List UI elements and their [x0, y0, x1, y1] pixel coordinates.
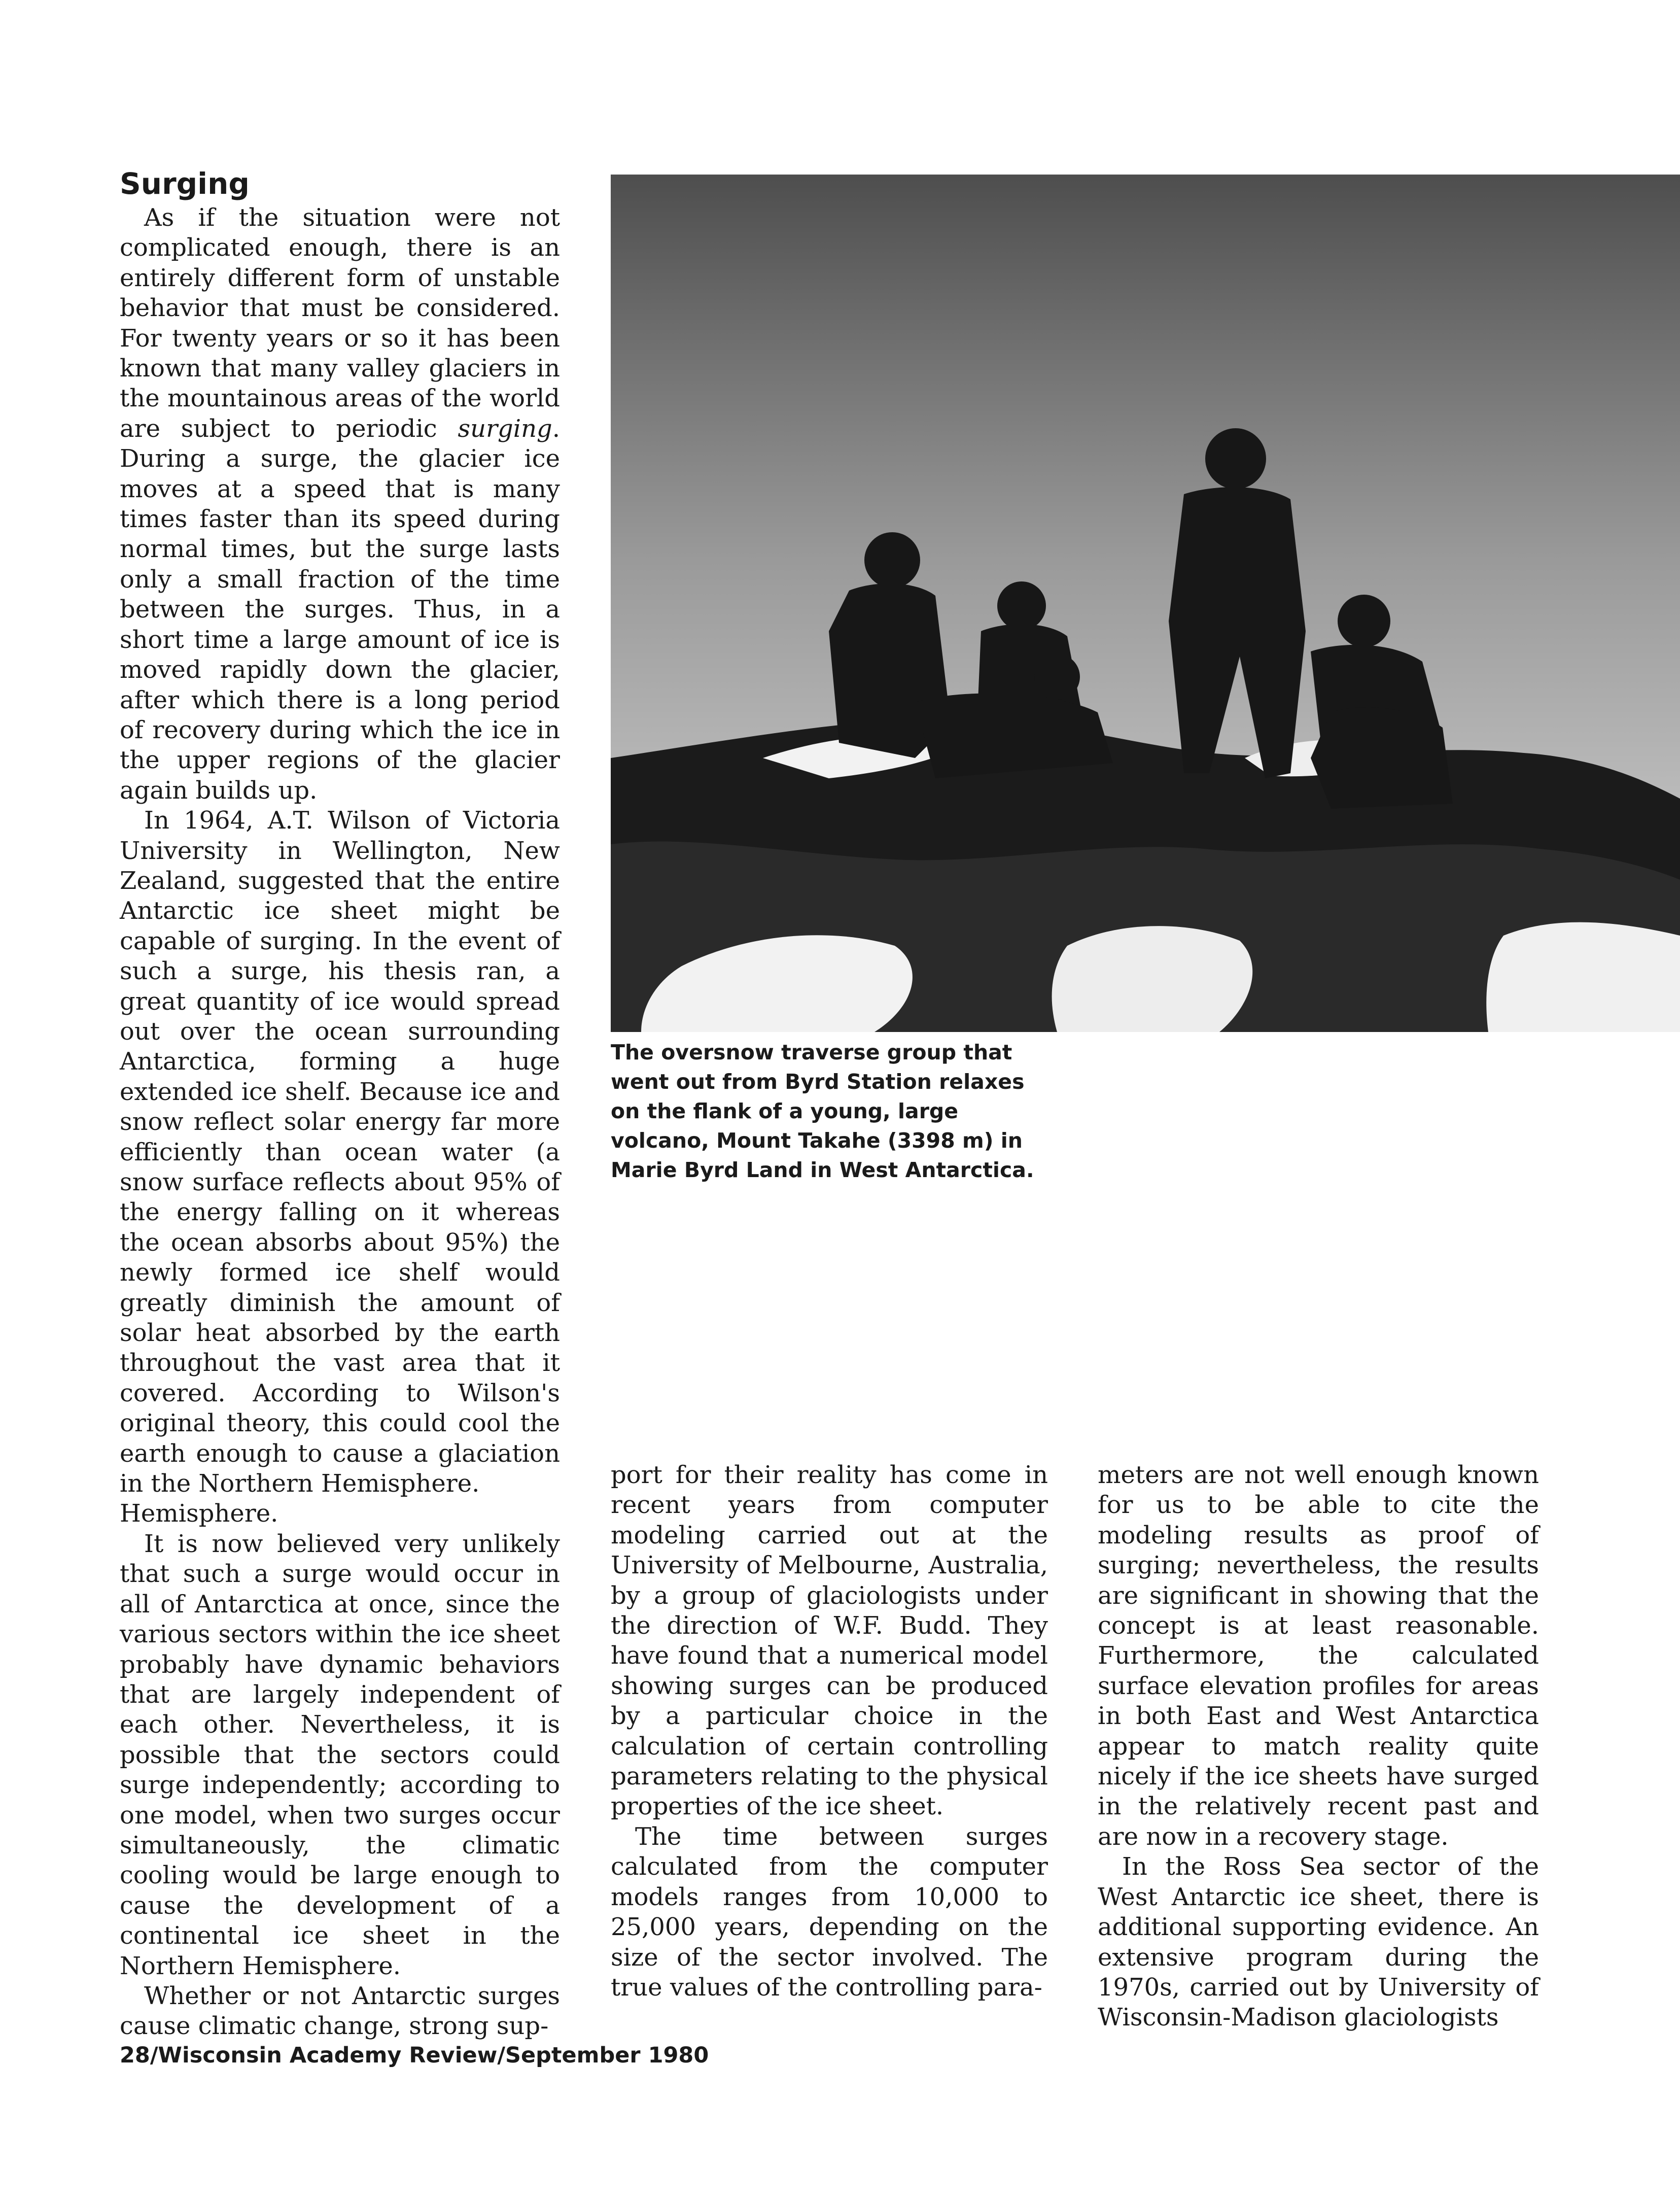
- text-column-3: [1098, 1460, 1539, 2033]
- traverse-group-photo: [611, 175, 1680, 1032]
- paragraph-wilson-theory: In 1964, A.T. Wilson of Victoria University in Wellington, New Zealand, suggested that the entire Antarctic ice sheet might be capable of surging. In the event of such a surge, his thesis ran, a great quantity of ice would spread out over the ocean surrounding Antarctica, forming a huge extended ice shelf. Because ice and snow reflect solar energy far more efficiently than ocean water (a snow surface reflects about 95% of the energy falling on it whereas the ocean absorbs about 95%) the newly formed ice shelf would greatly diminish the amount of solar heat absorbed by the earth throughout the vast area that it covered. According to Wilson's original theory, this could cool the earth enough to cause a glaciation in the Northern Hemisphere.: [120, 806, 560, 1498]
- page-footer: 28/Wisconsin Academy Review/September 1980: [120, 2043, 709, 2068]
- paragraph-ross-sea-sector: In the Ross Sea sector of the West Antarctic ice sheet, there is additional supporting evidence. An extensive program during the 1970s, carried out by University of Wisconsin-Madison glaciologists: [1098, 1852, 1539, 2032]
- paragraph-support-start: Whether or not Antarctic surges cause climatic change, strong sup-: [120, 1981, 560, 2041]
- photo-snow-foreground: [1052, 926, 1253, 1032]
- text-column-1: [120, 203, 560, 2042]
- paragraph-modeling-results: meters are not well enough known for us to be able to cite the modeling results as proof of surging; nevertheless, the results are significant in showing that the concept is at least reasonable. Furthermore, the calculated surface elevation profiles for areas in both East and West Antarctica appear to match reality quite nicely if the ice sheets have surged in the relatively recent past and are now in a recovery stage.: [1098, 1461, 1539, 1851]
- article-heading: Surging: [120, 166, 250, 201]
- paragraph-time-between-surges: The time between surges calculated from the computer models ranges from 10,000 to 25,000 years, depending on the size of the sector involved. The true values of the controlling para-: [611, 1822, 1048, 2002]
- paragraph-unlikely-surge: It is now believed very unlikely that such a surge would occur in all of Antarctica at once, since the various sectors within the ice sheet probably have dynamic behaviors that are largely independent of each other. Nevertheless, it is possible that the sectors could surge independently; according to one model, when two surges occur simultaneously, the climatic cooling would be large enough to cause the development of a continental ice sheet in the Northern Hemisphere.: [120, 1529, 560, 1980]
- paragraph-surging-intro: As if the situation were not complicated enough, there is an entirely different form of unstable behavior that must be considered. For twenty years or so it has been known that many valley glaciers in the mountainous areas of the world are subject to periodic surging. During a surge, the glacier ice moves at a speed that is many times faster than its speed during normal times, but the surge lasts only a small fraction of the time between the surges. Thus, in a short time a large amount of ice is moved rapidly down the glacier, after which there is a long period of recovery during which the ice in the upper regions of the glacier again builds up.: [120, 203, 560, 805]
- surging-emphasis: surging: [458, 414, 552, 443]
- text-column-2: [611, 1460, 1048, 2003]
- paragraph-melbourne-modeling: port for their reality has come in recent years from computer modeling carried out at the University of Melbourne, Australia, by a group of glaciologists under the direction of W.F. Budd. They have found that a numerical model showing surges can be produced by a particular choice in the calculation of certain controlling parameters relating to the physical properties of the ice sheet.: [611, 1461, 1048, 1821]
- photo-snow-foreground: [1486, 922, 1680, 1032]
- photo-caption: The oversnow traverse group that went out from Byrd Station relaxes on the flank of a young, large volcano, Mount Takahe (3398 m) in Marie Byrd Land in West Antarctica.: [611, 1040, 1034, 1182]
- paragraph-duplicate-line: Hemisphere.: [120, 1499, 278, 1528]
